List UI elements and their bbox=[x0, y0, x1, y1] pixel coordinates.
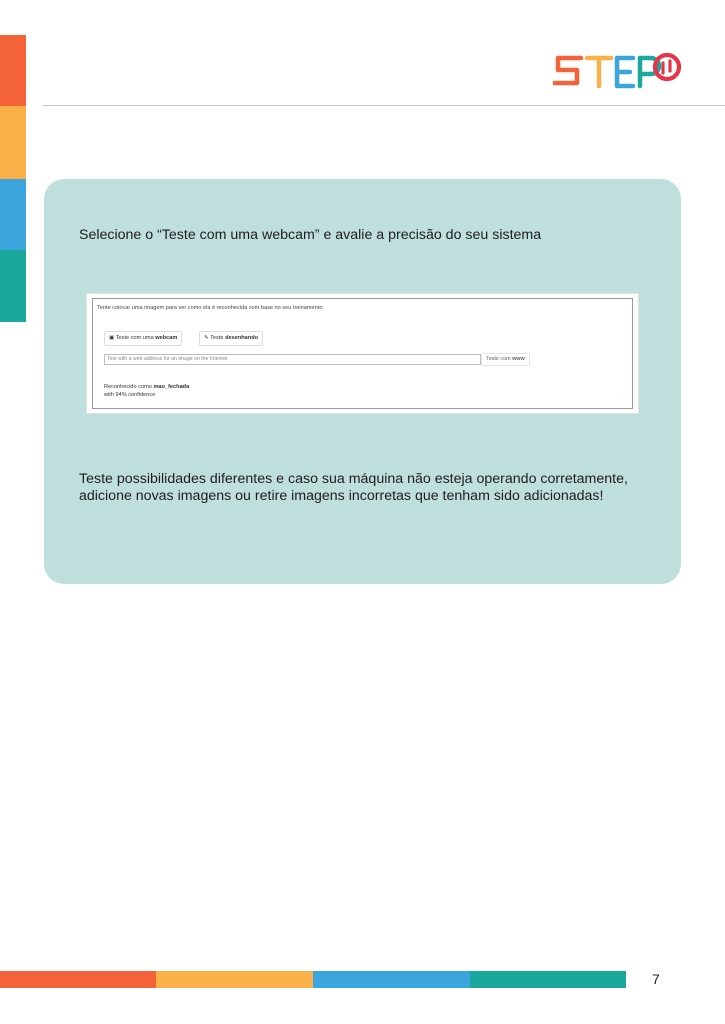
footer-bar-yellow bbox=[156, 971, 313, 988]
webcam-test-button[interactable]: ▣ Teste com uma webcam bbox=[104, 331, 182, 346]
content-card bbox=[44, 179, 681, 584]
confidence-text: with 94% confidence bbox=[104, 392, 156, 398]
teachable-machine-screenshot bbox=[87, 294, 638, 413]
screenshot-intro: Tente colocar uma imagem para ver como ela é reconhecida com base no seu treinamento: bbox=[97, 305, 324, 311]
draw-test-button[interactable]: ✎ Teste desenhando bbox=[199, 331, 263, 346]
url-input[interactable]: Test with a web address for an image on the Internet bbox=[104, 354, 481, 365]
side-bar-yellow bbox=[0, 106, 26, 179]
result-label: mao_fechada bbox=[153, 384, 190, 390]
pencil-icon: ✎ bbox=[204, 335, 209, 341]
header-rule bbox=[43, 105, 725, 106]
tip-text: Teste possibilidades diferentes e caso sua máquina não esteja operando corretamente, adicione novas imagens ou retire imagens incorretas que tenham sido adicionadas! bbox=[79, 471, 628, 504]
www-test-button[interactable]: Teste com www bbox=[481, 353, 530, 366]
recognition-result: Reconhecido como mao_fechada with 94% confidence bbox=[104, 384, 190, 398]
side-bar-orange bbox=[0, 35, 26, 106]
page-number: 7 bbox=[652, 971, 660, 987]
camera-icon: ▣ bbox=[109, 335, 115, 341]
step-logo bbox=[553, 50, 683, 92]
side-bar-blue bbox=[0, 179, 26, 250]
footer-bar-teal bbox=[470, 971, 626, 988]
footer-bar-orange bbox=[0, 971, 156, 988]
side-bar-teal bbox=[0, 250, 26, 322]
instruction-text: Selecione o “Teste com uma webcam” e avalie a precisão do seu sistema bbox=[79, 227, 542, 243]
footer-bar-blue bbox=[313, 971, 470, 988]
